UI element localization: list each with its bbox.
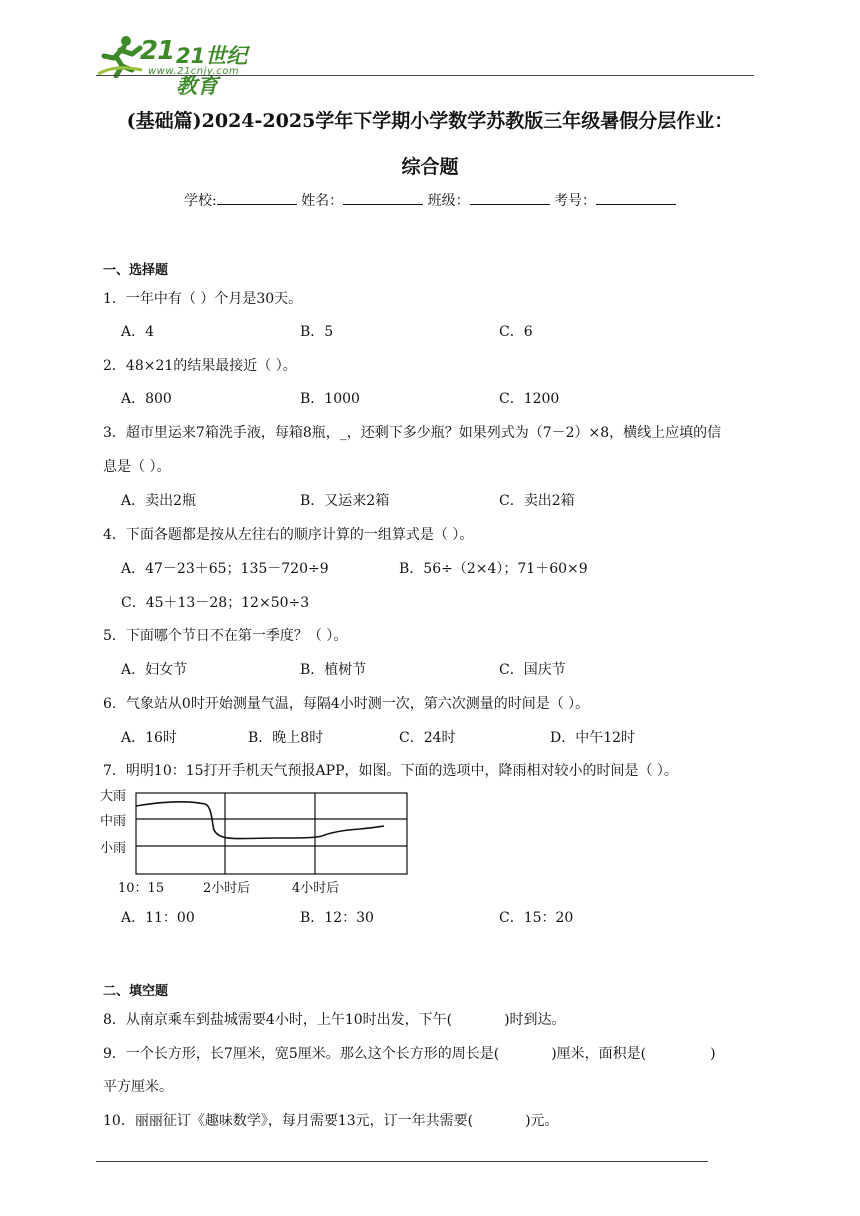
- q5-option-c[interactable]: C．国庆节: [499, 662, 566, 678]
- y-label-heavy: 大雨: [100, 789, 127, 804]
- question-9: [103, 1043, 716, 1063]
- q2-option-b[interactable]: B．1000: [300, 391, 360, 407]
- school-blank[interactable]: [217, 190, 297, 205]
- header-divider: [96, 75, 754, 76]
- x-label-2h: 2小时后: [203, 881, 251, 896]
- q4-option-a[interactable]: A．47－23＋65；135－720÷9: [121, 561, 329, 577]
- question-7: 7．明明10：15打开手机天气预报APP，如图。下面的选项中，降雨相对较小的时间是（ ）。: [103, 763, 678, 779]
- question-6: 6．气象站从0时开始测量气温，每隔4小时测一次，第六次测量的时间是（ ）。: [103, 696, 590, 712]
- q3-option-a[interactable]: A．卖出2瓶: [121, 493, 197, 509]
- name-label: 姓名：: [301, 193, 344, 209]
- q5-option-a[interactable]: A．妇女节: [121, 662, 188, 678]
- logo-url: www.21cnjy.com: [148, 66, 240, 77]
- q6-option-c[interactable]: C．24时: [399, 730, 456, 746]
- class-blank[interactable]: [470, 190, 550, 205]
- question-10: [103, 1110, 559, 1130]
- page-subtitle: 综合题: [401, 156, 459, 178]
- rain-forecast-chart: [100, 786, 412, 898]
- q3-option-b[interactable]: B．又运来2箱: [300, 493, 390, 509]
- q9-text-pre: 9．一个长方形，长7厘米，宽5厘米。那么这个长方形的周长是(: [103, 1046, 500, 1062]
- q10-text-pre: 10．丽丽征订《趣味数学》，每月需要13元，订一年共需要(: [103, 1113, 474, 1129]
- question-1: 1．一年中有（ ）个月是30天。: [103, 291, 303, 307]
- q7-option-b[interactable]: B．12：30: [300, 910, 374, 926]
- q2-option-c[interactable]: C．1200: [499, 391, 560, 407]
- runner-logo-icon: [96, 34, 144, 78]
- question-3-line2: 息是（ ）。: [103, 459, 171, 475]
- q1-option-b[interactable]: B．5: [300, 324, 334, 340]
- q1-option-c[interactable]: C．6: [499, 324, 533, 340]
- footer-divider: [96, 1161, 708, 1162]
- q4-option-c[interactable]: C．45＋13－28；12×50÷3: [121, 595, 310, 611]
- question-3-line1: 3．超市里运来7箱洗手液，每箱8瓶，_，还剩下多少瓶？如果列式为（7－2）×8，横线上应填的信: [103, 425, 722, 441]
- q9-text-post: ): [710, 1046, 716, 1062]
- q10-text-post: )元。: [525, 1113, 559, 1129]
- exam-blank[interactable]: [596, 190, 676, 205]
- x-label-start: 10：15: [118, 881, 165, 896]
- q7-option-a[interactable]: A．11：00: [121, 910, 195, 926]
- y-label-moderate: 中雨: [100, 814, 127, 829]
- school-label: 学校:: [183, 193, 217, 209]
- section-fill-title: 二、填空题: [103, 984, 169, 999]
- class-label: 班级：: [427, 193, 470, 209]
- q8-text-post: )时到达。: [504, 1012, 566, 1028]
- question-5: 5．下面哪个节日不在第一季度？（ ）。: [103, 628, 348, 644]
- q5-option-b[interactable]: B．植树节: [300, 662, 367, 678]
- section-choice-title: 一、选择题: [103, 263, 169, 278]
- q4-option-b[interactable]: B．56÷（2×4）；71＋60×9: [399, 561, 588, 577]
- question-8: [103, 1009, 566, 1029]
- q8-text-pre: 8．从南京乘车到盐城需要4小时，上午10时出发，下午(: [103, 1012, 453, 1028]
- name-blank[interactable]: [343, 190, 423, 205]
- q6-option-d[interactable]: D．中午12时: [550, 730, 636, 746]
- q9-text-mid: )厘米，面积是(: [551, 1046, 647, 1062]
- q3-option-c[interactable]: C．卖出2箱: [499, 493, 575, 509]
- question-4: 4．下面各题都是按从左往右的顺序计算的一组算式是（ ）。: [103, 527, 474, 543]
- q6-option-a[interactable]: A．16时: [121, 730, 177, 746]
- x-label-4h: 4小时后: [292, 881, 340, 896]
- chart-frame: [136, 793, 407, 874]
- logo-number: 21: [140, 36, 175, 66]
- page-title: (基础篇)2024-2025学年下学期小学数学苏教版三年级暑假分层作业：: [126, 110, 734, 132]
- q2-option-a[interactable]: A．800: [121, 391, 172, 407]
- logo-text: 21世纪教育: [176, 44, 248, 98]
- y-label-light: 小雨: [100, 841, 127, 856]
- exam-label: 考号：: [554, 193, 597, 209]
- question-2: 2．48×21的结果最接近（ ）。: [103, 358, 297, 374]
- rain-curve: [136, 802, 384, 839]
- q6-option-b[interactable]: B．晚上8时: [248, 730, 324, 746]
- logo: [96, 34, 266, 98]
- student-info: [0, 190, 860, 210]
- question-9-line2: 平方厘米。: [103, 1079, 173, 1095]
- q1-option-a[interactable]: A．4: [121, 324, 155, 340]
- q7-option-c[interactable]: C．15：20: [499, 910, 574, 926]
